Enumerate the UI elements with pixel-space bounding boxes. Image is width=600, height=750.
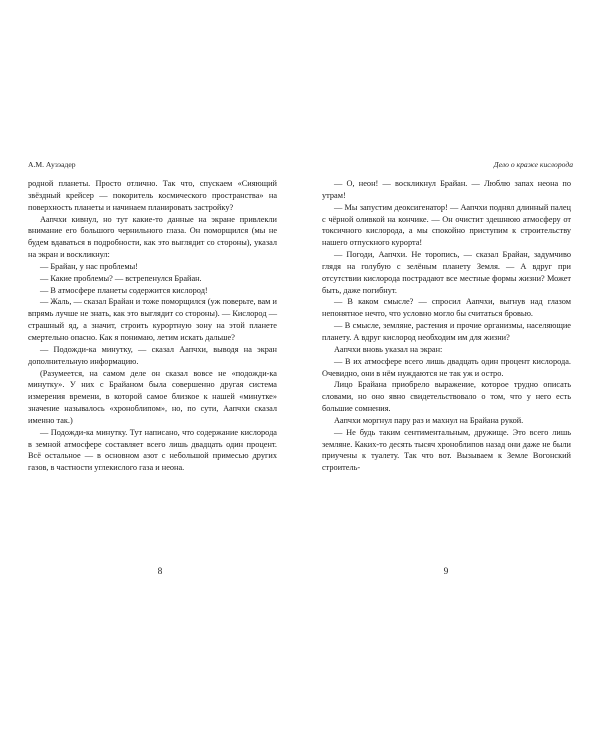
paragraph: родной планеты. Просто отлично. Так что, спускаем «Сияющий звёздный крейсер — покоритель космического пространства» на поверхность планеты и начинаем планировать застройку? (28, 179, 277, 212)
paragraph: (Разумеется, на самом деле он сказал вовсе не «подожди-ка минутку». У них с Брайаном была совершенно другая система измерения времени, в которой самое близкое к нашей «минутке» значение называлось «хроноблипом», но, по сути, Аапчхи сказал именно так.) (28, 368, 277, 425)
page-text (322, 178, 571, 474)
running-head-title: Дело о краже кислорода (493, 160, 573, 169)
paragraph: — В их атмосфере всего лишь двадцать один процент кислорода. Очевидно, они в нём нуждаются не так уж и остро. (322, 356, 571, 378)
paragraph: — Мы запустим деоксигенатор! — Аапчхи поднял длинный палец с чёрной оливкой на кончике. — Он очистит здешнюю атмосферу от токсичного кислорода, а мы спокойно приступим к строительству нашего отпускного курорта! (322, 202, 571, 248)
paragraph: — Какие проблемы? — встрепенулся Брайан. (40, 273, 202, 283)
paragraph: — Не будь таким сентиментальным, дружище. Это всего лишь земляне. Каких-то десять тысяч хроноблипов назад они даже не были приучены к туалету. Так что вот. Вызываем к Земле Вогонский строитель- (322, 427, 571, 473)
running-head-author: А.М. Аузэадер (28, 160, 76, 169)
page-number: 9 (443, 567, 449, 577)
page-text (28, 178, 277, 474)
right-page (300, 0, 600, 750)
paragraph: — Подожди-ка минутку, — сказал Аапчхи, выводя на экран дополнительную информацию. (28, 344, 277, 366)
paragraph: Аапчхи кивнул, но тут какие-то данные на экране привлекли внимание его большого чернильного глаза. Он поморщился (мы не будем вдаваться в подробности, как это выглядит со стороны), указал на экран и воскликнул: (28, 214, 277, 260)
page-number: 8 (157, 567, 163, 577)
paragraph: — В смысле, земляне, растения и прочие организмы, населяющие планету. А вдруг кислород необходим им для жизни? (322, 321, 571, 342)
paragraph: — В каком смысле? — спросил Аапчхи, выгнув над глазом непонятное нечто, что условно могло бы считаться бровью. (322, 297, 571, 319)
paragraph: Аапчхи моргнул пару раз и махнул на Брайана рукой. (334, 415, 524, 425)
paragraph: Лицо Брайана приобрело выражение, которое трудно описать словами, но оно явно свидетельствовало о том, что у него есть большие сомнения. (322, 380, 571, 414)
paragraph: — Жаль, — сказал Брайан и тоже поморщился (уж поверьте, вам и впрямь лучше не знать, как это выглядит со стороны). — Кислород — страшный яд, а значит, строить курортную зону на этой планете смертельно опасно. Как я понимаю, летим искать дальше? (28, 297, 277, 342)
paragraph: — В атмосфере планеты содержится кислород! (40, 285, 208, 295)
paragraph: — Подожди-ка минутку. Тут написано, что содержание кислорода в земной атмосфере составляет всего лишь двадцать один процент. Всё остальное — в основном азот с небольшой примесью других газов, в частности углекислого газа и неона. (28, 427, 277, 473)
paragraph: Аапчхи вновь указал на экран: (334, 344, 443, 354)
paragraph: — Брайан, у нас проблемы! (40, 261, 138, 271)
paragraph: — О, неон! — воскликнул Брайан. — Люблю запах неона по утрам! (322, 179, 571, 200)
paragraph: — Погоди, Аапчхи. Не торопись, — сказал Брайан, задумчиво глядя на голубую с зелёным планету Земля. — А вдруг при отсутствии кислорода пострадают все местные формы жизни? Может быть, даже погибнут. (322, 250, 571, 295)
